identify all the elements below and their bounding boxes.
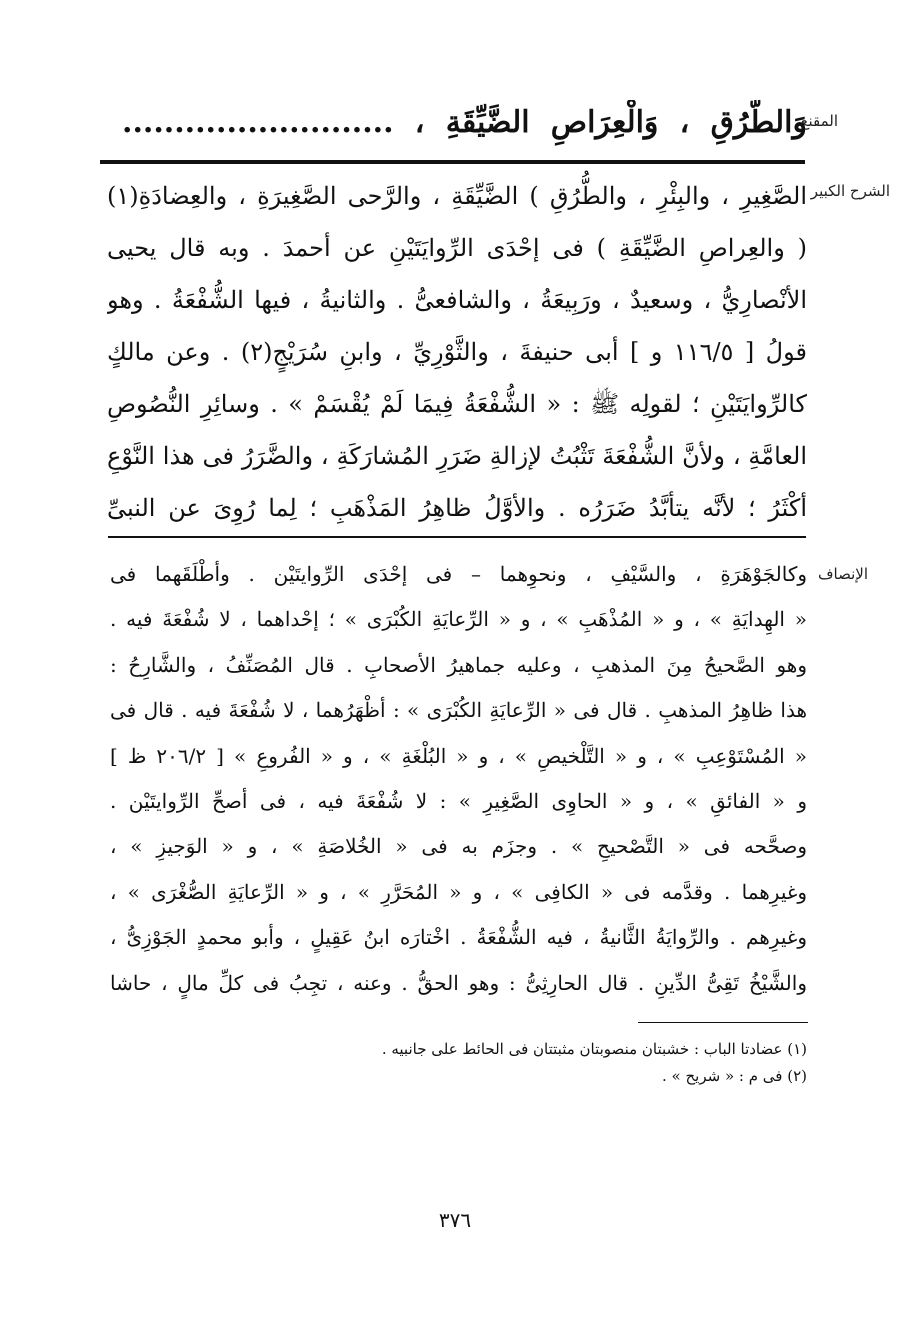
insaf-line: وغيرِهم . والرِّوايَةُ الثَّانيةُ ، فيه الشُّفْعَةُ . اخْتارَه ابنُ عَقِيلٍ ، وأبو محمدٍ الجَوْزِىُّ ، [110, 925, 807, 950]
sharh-text [107, 170, 807, 534]
sharh-line: قولُ [ ١١٦/٥ و ] أبى حنيفةَ ، والثَّوْرِيِّ ، وابنِ سُرَيْجٍ(٢) . وعن مالكٍ [107, 338, 807, 366]
sharh-line: أكْثَرُ ؛ لأنَّه يتأبَّدُ ضَرَرُه . والأوَّلُ ظاهِرُ المَذْهَبِ ؛ لِما رُوِىَ عن النبىِّ [107, 494, 807, 522]
insaf-line: والشَّيْخُ تَقِىُّ الدِّينِ . قال الحارِثِىُّ : وهو الحقُّ . وعنه ، تجِبُ فى كلِّ مالٍ ، حاشا [110, 970, 807, 995]
insaf-line: وصحَّحه فى « التَّصْحيحِ » . وجزَم به فى « الخُلاصَةِ » ، و « الوَجيزِ » ، [110, 834, 807, 859]
insaf-line: وغيرِهما . وقدَّمه فى « الكافِى » ، و « المُحَرَّرِ » ، و « الرِّعايَةِ الصُّغْرَى » ، [110, 879, 807, 904]
footnote: (٢) فى م : « شريح » . [662, 1067, 807, 1085]
sharh-line: كالرِّوايَتَيْنِ ؛ لقولِه ﷺ : « الشُّفْعَةُ فِيمَا لَمْ يُقْسَمْ » . وسائِرِ النُّصُوصِ [107, 390, 807, 418]
insaf-line: وكالجَوْهَرَةِ ، والسَّيْفِ ، ونحوِهما – فى إحْدَى الرِّوايتَيْن . وأطْلَقَهما فى [110, 562, 807, 586]
footnote-divider [638, 1022, 808, 1023]
footnotes [107, 1036, 807, 1090]
insaf-line: وهو الصَّحيحُ مِنَ المذهبِ ، وعليه جماهيرُ الأصحابِ . قال المُصَنِّفُ ، والشَّارِحُ : [110, 652, 807, 677]
muqni-text [122, 100, 807, 146]
insaf-text [110, 552, 807, 1006]
label-sharh: الشرح الكبير [810, 182, 890, 200]
muqni-line: وَالطُّرُقِ ، وَالْعِرَاصِ الضَّيِّقَةِ ، .......................... [122, 105, 807, 140]
insaf-line: « المُسْتَوْعِبِ » ، و « التَّلْخيصِ » ، و « البُلْغَةِ » ، و « الفُروعِ » [ ٢٠٦/٢ ظ ] [110, 743, 807, 768]
insaf-line: و « الفائقِ » ، و « الحاوِى الصَّغِيرِ » : لا شُفْعَةَ فيه ، فى أصحِّ الرِّوايتَيْن . [110, 788, 807, 813]
label-insaf: الإنصاف [817, 565, 868, 583]
label-muqni: المقنع [800, 112, 838, 130]
footnote: (١) عضادتا الباب : خشبتان منصوبتان مثبتتان فى الحائط على جانبيه . [381, 1040, 807, 1058]
insaf-line: هذا ظاهِرُ المذهبِ . قال فى « الرِّعايَةِ الكُبْرَى » : أظْهَرُهما ، لا شُفْعَةَ فيه . قال فى [110, 698, 807, 723]
sharh-line: العامَّةِ ، ولأنَّ الشُّفْعَةَ تَثْبُتُ لإزالةِ ضَرَرِ المُشارَكَةِ ، والضَّرَرُ فى هذا النَّوْعِ [107, 442, 807, 470]
insaf-line: « الهِدايَةِ » ، و « المُذْهَبِ » ، و « الرِّعايَةِ الكُبْرَى » ؛ إحْداهما ، لا شُفْعَةَ فيه . [110, 607, 807, 632]
section-divider-thin [108, 536, 806, 538]
section-divider-thick [100, 160, 805, 164]
sharh-line: ( والعِراصِ الضَّيِّقَةِ ) فى إحْدَى الرِّوايَتَيْنِ عن أحمدَ . وبه قال يحيى [107, 234, 807, 262]
sharh-line: الأنْصارِيُّ ، وسعيدٌ ، ورَبِيعَةُ ، والشافعىُّ . والثانيةُ ، فيها الشُّفْعَةُ . وهو [107, 286, 807, 314]
sharh-line: الصَّغِيرِ ، والبِئْرِ ، والطُّرُقِ ) الضَّيِّقَةِ ، والرَّحى الصَّغِيرَةِ ، والعِضادَةِ(١) [107, 182, 807, 210]
page-number: ٣٧٦ [438, 1208, 472, 1232]
